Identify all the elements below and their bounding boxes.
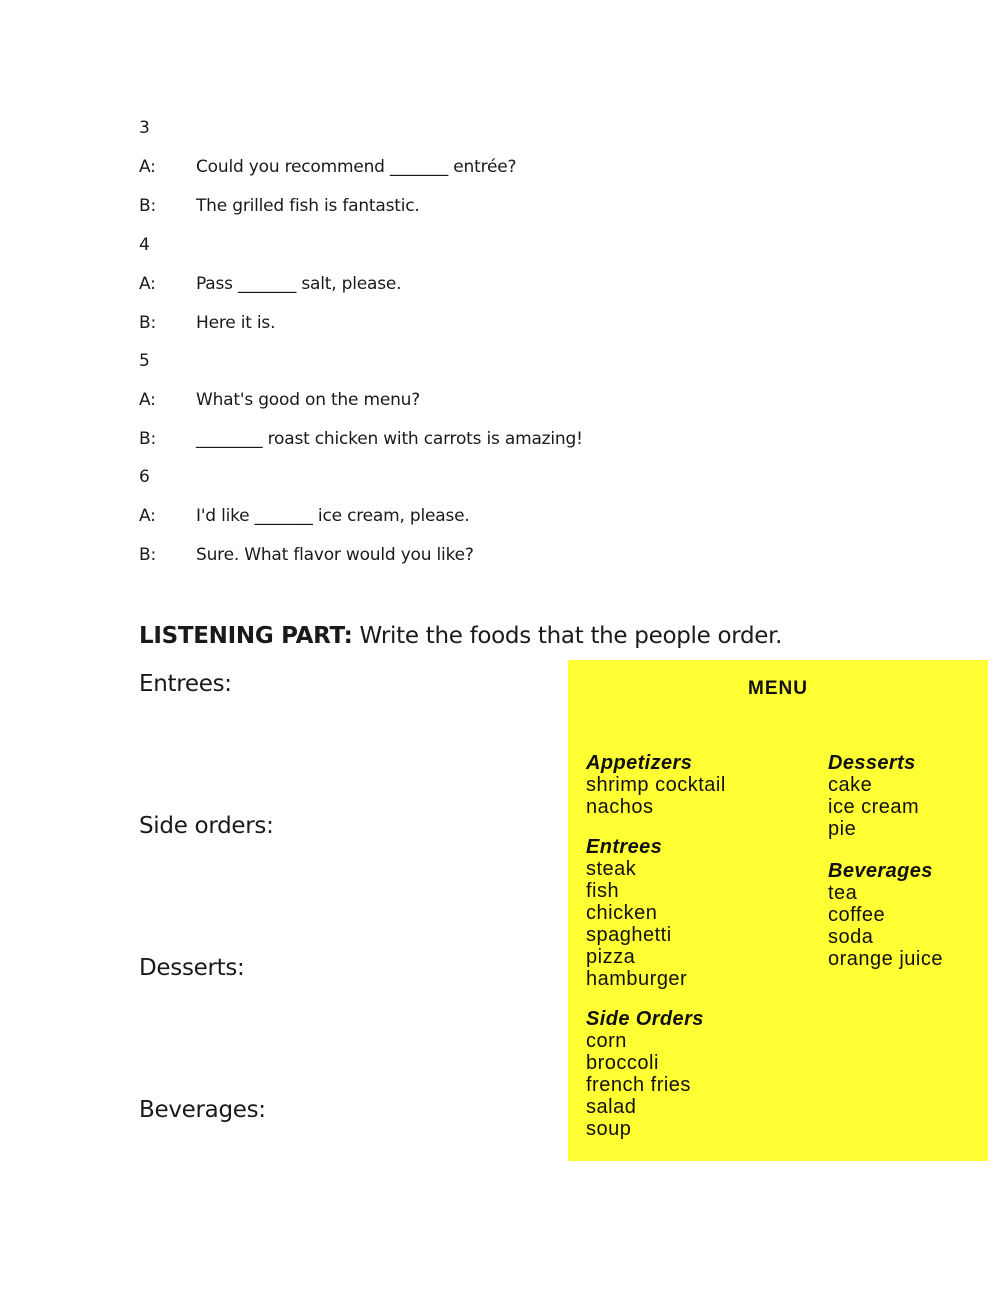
speaker-label: A: (139, 506, 156, 526)
menu-item: fish (586, 880, 620, 902)
menu-item: steak (586, 858, 637, 880)
menu-category-beverages (828, 860, 943, 970)
menu-item: salad (586, 1096, 637, 1118)
menu-category-title: Beverages (828, 860, 933, 882)
menu-item: french fries (586, 1074, 691, 1096)
menu-title: MENU (748, 678, 808, 699)
speaker-label: B: (139, 429, 156, 449)
dialogue-3-line-b (139, 196, 420, 216)
dialogue-4-number: 4 (139, 235, 150, 255)
listening-heading-instruction: Write the foods that the people order. (352, 623, 783, 649)
menu-item: chicken (586, 902, 658, 924)
menu-item: spaghetti (586, 924, 672, 946)
dialogue-4-line-a (139, 274, 401, 294)
dialogue-5-number: 5 (139, 351, 150, 371)
menu-category-appetizers (586, 752, 726, 818)
menu-item: corn (586, 1030, 627, 1052)
menu-category-desserts (828, 752, 943, 840)
menu-item: soup (586, 1118, 632, 1140)
menu-category-title: Appetizers (586, 752, 693, 774)
speaker-label: A: (139, 390, 156, 410)
menu-category-title: Side Orders (586, 1008, 704, 1030)
menu-item: cake (828, 774, 873, 796)
dialogue-3-number: 3 (139, 118, 150, 138)
menu-category-title: Entrees (586, 836, 663, 858)
category-label-side-orders: Side orders: (139, 813, 274, 839)
dialogue-text: Pass _______ salt, please. (196, 274, 402, 294)
menu-item: nachos (586, 796, 654, 818)
menu-item: orange juice (828, 948, 943, 970)
speaker-label: A: (139, 274, 156, 294)
speaker-label: A: (139, 157, 156, 177)
listening-heading (139, 622, 782, 650)
menu-item: pizza (586, 946, 636, 968)
speaker-label: B: (139, 545, 156, 565)
dialogue-text: Sure. What flavor would you like? (196, 545, 474, 565)
category-label-entrees: Entrees: (139, 671, 232, 697)
dialogue-6-line-b (139, 545, 474, 565)
dialogue-text: Here it is. (196, 313, 276, 333)
menu-category-title: Desserts (828, 752, 916, 774)
menu-category-entrees (586, 836, 726, 990)
dialogue-5-line-a (139, 390, 420, 410)
menu-item: ice cream (828, 796, 920, 818)
listening-heading-bold: LISTENING PART: (139, 623, 353, 649)
dialogue-text: What's good on the menu? (196, 390, 421, 410)
category-label-desserts: Desserts: (139, 955, 245, 981)
speaker-label: B: (139, 196, 156, 216)
menu-right-column (828, 752, 943, 970)
dialogue-text: I'd like _______ ice cream, please. (196, 506, 470, 526)
dialogue-4-line-b (139, 313, 275, 333)
speaker-label: B: (139, 313, 156, 333)
dialogue-5-line-b (139, 429, 583, 449)
dialogue-text: Could you recommend _______ entrée? (196, 157, 517, 177)
dialogue-text: The grilled fish is fantastic. (196, 196, 420, 216)
menu-left-column (586, 752, 726, 1140)
menu-item: hamburger (586, 968, 688, 990)
menu-item: broccoli (586, 1052, 659, 1074)
menu-card (568, 660, 988, 1161)
dialogue-6-line-a (139, 506, 470, 526)
menu-item: tea (828, 882, 858, 904)
menu-item: coffee (828, 904, 886, 926)
menu-item: soda (828, 926, 874, 948)
menu-category-side-orders (586, 1008, 726, 1140)
category-label-beverages: Beverages: (139, 1097, 266, 1123)
dialogue-text: ________ roast chicken with carrots is amazing! (196, 429, 583, 449)
menu-item: pie (828, 818, 857, 840)
menu-item: shrimp cocktail (586, 774, 726, 796)
dialogue-6-number: 6 (139, 467, 150, 487)
dialogue-3-line-a (139, 157, 516, 177)
